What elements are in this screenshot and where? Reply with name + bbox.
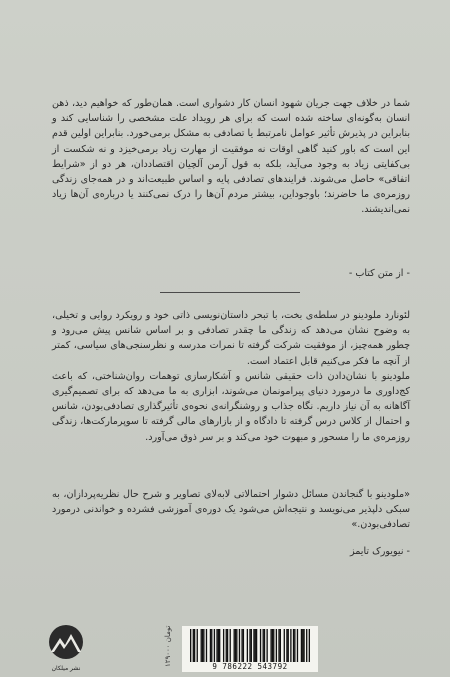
- barcode-bar: [251, 629, 252, 662]
- barcode-bar: [214, 629, 215, 662]
- barcode-bar: [303, 629, 304, 662]
- isbn-number: 9 786222 543792: [212, 662, 288, 671]
- barcode-bar: [197, 629, 198, 662]
- barcode-bar: [286, 629, 287, 662]
- barcode-bar: [239, 629, 240, 662]
- barcode-bar: [272, 629, 273, 662]
- barcode-bar: [227, 629, 228, 662]
- publisher-mountains-icon: [46, 624, 86, 662]
- barcode-bar: [278, 629, 279, 662]
- barcode-bar: [203, 629, 204, 662]
- isbn-barcode: [182, 626, 318, 672]
- barcode-bar: [216, 629, 217, 662]
- review-text: «ملودینو با گنجاندن مسائل دشوار احتمالاتی لابه‌لای تصاویر و شرح حال نظریه‌پردازان، به سبکی دلپذیر می‌نویسد و نتیجه‌اش می‌شود یک دوره‌ی آموزشی فشرده و خواندنی درمورد تصادفی‌بودن.»: [52, 489, 410, 531]
- barcode-bar: [249, 629, 250, 662]
- book-description: [52, 308, 410, 445]
- barcode-bar: [202, 629, 203, 662]
- barcode-bar: [253, 629, 254, 662]
- barcode-bar: [210, 629, 211, 662]
- barcode-bar: [264, 629, 265, 662]
- publisher-logo: [46, 624, 86, 672]
- barcode-bar: [266, 629, 267, 662]
- publisher-name: نشر میلکان: [51, 665, 81, 672]
- barcode-bar: [301, 629, 302, 662]
- barcode-bar: [309, 629, 310, 662]
- barcode-bar: [211, 629, 212, 662]
- barcode-bar: [206, 629, 207, 662]
- barcode-bar: [270, 629, 271, 662]
- excerpt-quote: [52, 96, 410, 218]
- barcode-bar: [256, 629, 257, 662]
- barcode-bar: [288, 629, 289, 662]
- section-divider: [160, 292, 300, 293]
- barcode-bar: [247, 629, 248, 662]
- barcode-bar: [219, 629, 220, 662]
- barcode-bar: [223, 629, 224, 662]
- barcode-bar: [293, 629, 294, 662]
- barcode-bar: [306, 629, 307, 662]
- barcode-bar: [234, 629, 235, 662]
- description-paragraph-1: لئونارد ملودینو در سلطه‌ی بخت، با تبحر داستان‌نویسی ذاتی خود و رویکرد روایی و تخیلی، به وضوح نشان می‌دهد که زندگی ما چقدر تصادفی و بر اساس شانس پیش می‌رود و چطور همه‌چیز، از موفقیت شرکت گرفته تا نمرات مدرسه و نظرسنجی‌های سیاسی، کمتر از آنچه ما فکر می‌کنیم قابل اعتماد است.: [52, 310, 410, 367]
- barcode-bar: [201, 629, 202, 662]
- barcode-bar: [294, 629, 295, 662]
- barcode-bar: [243, 629, 244, 662]
- barcode-bar: [297, 629, 298, 662]
- barcode-bar: [273, 629, 274, 662]
- barcode-bar: [226, 629, 227, 662]
- barcode-bar: [284, 629, 285, 662]
- review-quote: [52, 487, 410, 533]
- barcode-bar: [230, 629, 231, 662]
- excerpt-text: شما در خلاف جهت جریان شهود انسان کار دشواری است. همان‌طور که خواهیم دید، ذهن انسان به‌گونه‌ای ساخته شده است که برای هر رویداد علت مشخصی را شناسایی کند و بنابراین در پذیرش تأثیر عوامل نامرتبط یا تصادفی به مشکل برمی‌خورد. بنابراین اولین قدم این است که باور کنید گاهی اوقات نه موفقیت از مهارت زیاد برمی‌خیزد و نه شکست از بی‌کفایتی زیاد به وجود می‌آید، بلکه به قول آرمن آلچیان اقتصاددان، هر دو از «شرایط اتفاقی» حاصل می‌شوند. فرایندهای تصادفی پایه و اساس طبیعت‌اند و در همه‌جای زندگی روزمره‌ی ما حاضرند؛ باوجوداین، بیشتر مردم آن‌ها را درک نمی‌کنند یا درباره‌ی آن‌ها زیاد نمی‌اندیشند.: [52, 98, 410, 216]
- barcode-bars: [190, 629, 310, 662]
- barcode-bar: [193, 629, 194, 662]
- barcode-bar: [236, 629, 237, 662]
- barcode-bar: [276, 629, 277, 662]
- barcode-bar: [263, 629, 264, 662]
- barcode-bar: [260, 629, 261, 662]
- barcode-bar: [235, 629, 236, 662]
- excerpt-source: - از متن کتاب -: [348, 268, 410, 279]
- barcode-bar: [190, 629, 191, 662]
- barcode-bar: [290, 629, 291, 662]
- review-source: - نیویورک تایمز: [349, 546, 410, 557]
- barcode-bar: [194, 629, 195, 662]
- barcode-bar: [241, 629, 242, 662]
- barcode-bar: [280, 629, 281, 662]
- barcode-bar: [302, 629, 303, 662]
- description-paragraph-2: ملودینو با نشان‌دادن ذات حقیقی شانس و آشکارسازی توهمات روان‌شناختی، که باعث کج‌داوری ما درمورد دنیای پیرامونمان می‌شوند، ابزاری به ما می‌دهد که برای تصمیم‌گیری آگاهانه به آن نیاز داریم. نگاه جذاب و روشنگرانه‌ی نحوه‌ی تأثیرگذاری تصادفی‌بودن، شانس و احتمال از کلاس درس گرفته تا دادگاه و از بازارهای مالی گرفته تا سوپرمارکت‌ها، زندگی روزمره‌ی ما را مسحور و مبهوت خود می‌کند و بر سر ذوق می‌آورد.: [52, 370, 410, 443]
- barcode-bar: [255, 629, 256, 662]
- price-label: ۱۲۹۰۰۰ تومان: [164, 625, 172, 667]
- barcode-bar: [218, 629, 219, 662]
